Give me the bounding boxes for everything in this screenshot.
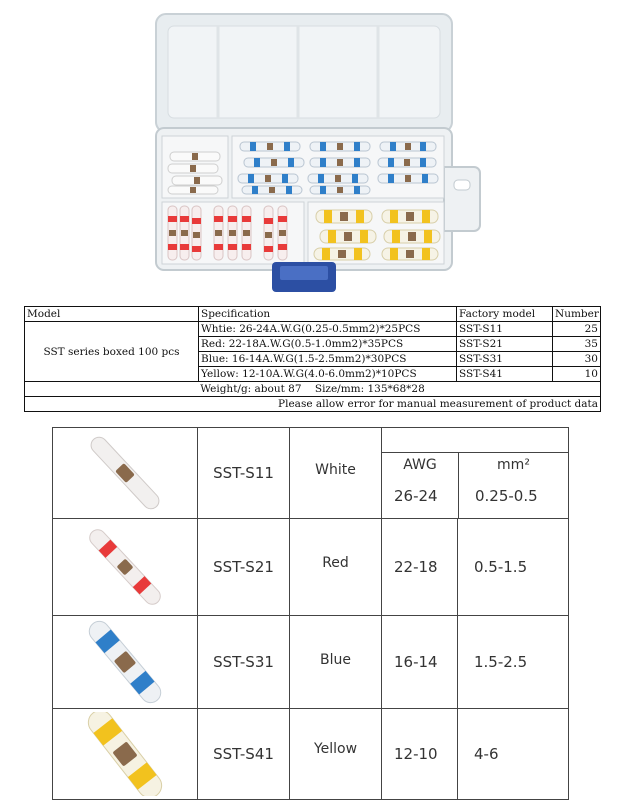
product-photo bbox=[148, 12, 484, 300]
model-code: SST-S11 bbox=[198, 428, 290, 519]
number-cell: 25 bbox=[553, 322, 601, 337]
grade-row bbox=[53, 519, 569, 616]
grade-table bbox=[52, 427, 569, 800]
color-name: White bbox=[290, 428, 382, 519]
model-code: SST-S21 bbox=[198, 519, 290, 616]
white-connectors bbox=[168, 152, 222, 194]
awg-mm-subtable bbox=[382, 428, 568, 518]
spec-table bbox=[24, 306, 601, 412]
spec-cell: Yellow: 12-10A.W.G(4.0-6.0mm2)*10PCS bbox=[199, 367, 457, 382]
blue-connector-icon bbox=[65, 620, 185, 704]
header-number: Number bbox=[553, 307, 601, 322]
mm-value: 0.25-0.5 bbox=[475, 486, 538, 505]
mm-value: 4-6 bbox=[474, 745, 499, 763]
color-name: Yellow bbox=[290, 709, 382, 800]
model-name: SST series boxed 100 pcs bbox=[25, 322, 199, 382]
awg-mm-subtable bbox=[382, 519, 568, 615]
color-name: Blue bbox=[290, 616, 382, 709]
awg-mm-subtable bbox=[382, 709, 568, 799]
awg-mm-cell bbox=[382, 616, 569, 709]
connector-image bbox=[53, 519, 198, 616]
model-code: SST-S31 bbox=[198, 616, 290, 709]
mm-header: mm² bbox=[497, 456, 530, 473]
awg-value: 16-14 bbox=[382, 616, 458, 708]
spec-cell: Red: 22-18A.W.G(0.5-1.0mm2)*35PCS bbox=[199, 337, 457, 352]
grade-row bbox=[53, 709, 569, 800]
awg-mm-cell bbox=[382, 519, 569, 616]
awg-value: 26-24 bbox=[382, 474, 459, 519]
awg-value: 12-10 bbox=[382, 709, 458, 799]
red-connectors bbox=[168, 206, 287, 260]
header-model: Model bbox=[25, 307, 199, 322]
awg-value: 22-18 bbox=[382, 519, 458, 615]
header-factory-model: Factory model bbox=[457, 307, 553, 322]
number-cell: 30 bbox=[553, 352, 601, 367]
connector-image bbox=[53, 709, 198, 800]
spec-cell: Whtie: 26-24A.W.G(0.25-0.5mm2)*25PCS bbox=[199, 322, 457, 337]
box-latch bbox=[272, 262, 336, 292]
grade-row bbox=[53, 616, 569, 709]
mm-value: 0.5-1.5 bbox=[474, 558, 528, 576]
color-name: Red bbox=[290, 519, 382, 616]
spec-cell: Blue: 16-14A.W.G(1.5-2.5mm2)*30PCS bbox=[199, 352, 457, 367]
header-specification: Specification bbox=[199, 307, 457, 322]
factory-cell: SST-S31 bbox=[457, 352, 553, 367]
connector-image bbox=[53, 616, 198, 709]
red-connector-icon bbox=[65, 525, 185, 609]
model-code: SST-S41 bbox=[198, 709, 290, 800]
factory-cell: SST-S21 bbox=[457, 337, 553, 352]
awg-mm-cell bbox=[382, 428, 569, 519]
weight-size-row bbox=[25, 382, 601, 397]
yellow-connector-icon bbox=[65, 712, 185, 796]
awg-header: AWG bbox=[382, 452, 459, 474]
subtable-spacer bbox=[382, 428, 568, 452]
spec-header-row bbox=[25, 307, 601, 322]
factory-cell: SST-S41 bbox=[457, 367, 553, 382]
awg-mm-cell bbox=[382, 709, 569, 800]
spec-row bbox=[25, 322, 601, 337]
number-cell: 10 bbox=[553, 367, 601, 382]
white-connector-icon bbox=[65, 433, 185, 513]
connector-image bbox=[53, 428, 198, 519]
factory-cell: SST-S11 bbox=[457, 322, 553, 337]
weight-size: Weight/g: about 87 Size/mm: 135*68*28 bbox=[25, 382, 601, 397]
number-cell: 35 bbox=[553, 337, 601, 352]
grade-row bbox=[53, 428, 569, 519]
note-row bbox=[25, 397, 601, 412]
measurement-note: Please allow error for manual measurement of product data bbox=[25, 397, 601, 412]
mm-value: 1.5-2.5 bbox=[474, 653, 528, 671]
awg-mm-subtable bbox=[382, 616, 568, 708]
